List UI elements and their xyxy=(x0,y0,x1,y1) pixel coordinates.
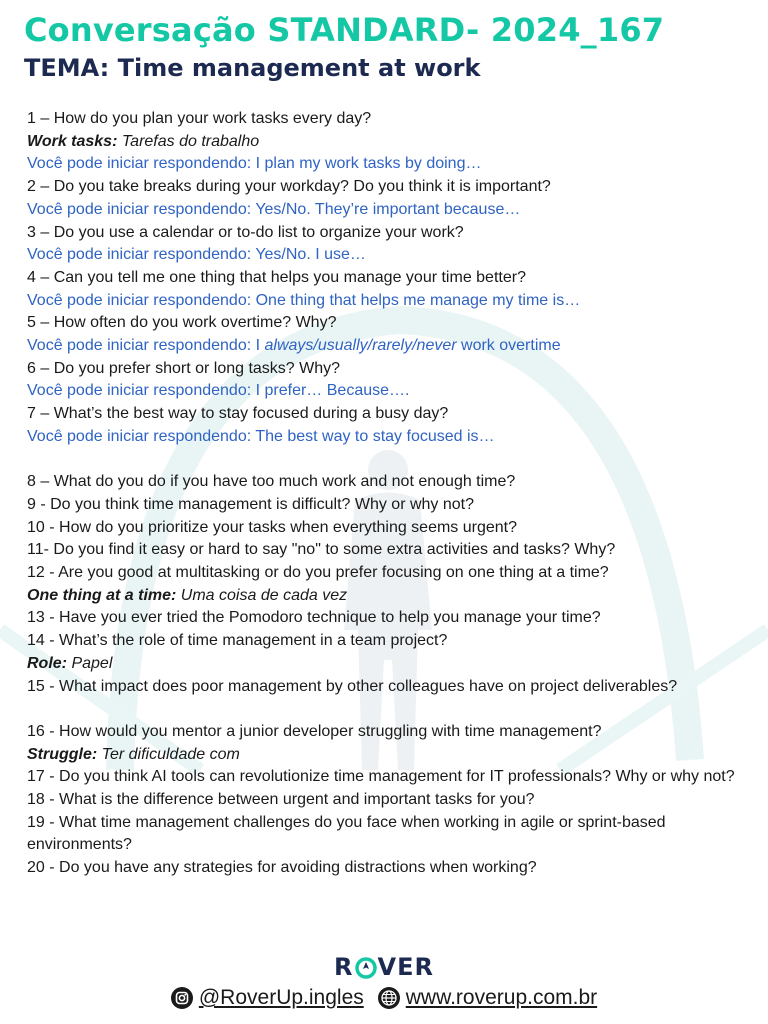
hint-frequency-options: always/usually/rarely/never xyxy=(264,337,457,355)
answer-hint: Você pode iniciar respondendo: I prefer… Because…. xyxy=(27,382,410,400)
globe-icon xyxy=(378,987,400,1009)
question-text: 15 - What impact does poor management by other colleagues have on project deliverables? xyxy=(27,677,678,695)
contacts xyxy=(0,986,768,1010)
vocabulary-gloss xyxy=(27,653,735,676)
gloss-term: One thing at a time: xyxy=(27,586,177,604)
question-text: 20 - Do you have any strategies for avoiding distractions when working? xyxy=(27,859,537,877)
question-text: 14 - What’s the role of time management in a team project? xyxy=(27,632,448,650)
footer xyxy=(0,952,768,1010)
question-text: 18 - What is the difference between urgent and important tasks for you? xyxy=(27,791,535,809)
gloss-term: Struggle: xyxy=(27,745,98,763)
question-text: 2 – Do you take breaks during your workday? Do you think it is important? xyxy=(27,178,551,196)
question-text: 11- Do you find it easy or hard to say "no" to some extra activities and tasks? Why? xyxy=(27,541,616,559)
question-text: 7 – What’s the best way to stay focused during a busy day? xyxy=(27,405,449,423)
gloss-term: Work tasks: xyxy=(27,132,118,150)
gloss-meaning: Papel xyxy=(71,654,113,672)
logo-text-left: R xyxy=(334,953,354,981)
page-subtitle: TEMA: Time management at work xyxy=(24,54,481,82)
gloss-meaning: Tarefas do trabalho xyxy=(121,132,260,150)
answer-hint: Você pode iniciar respondendo: Yes/No. They’re important because… xyxy=(27,200,521,218)
question-text: 17 - Do you think AI tools can revolutionize time management for IT professionals? Why or why not? xyxy=(27,768,735,786)
logo-o-icon xyxy=(355,956,377,978)
question-text: 16 - How would you mentor a junior developer struggling with time management? xyxy=(27,722,602,740)
answer-hint: Você pode iniciar respondendo: One thing that helps me manage my time is… xyxy=(27,291,581,309)
website-link[interactable] xyxy=(378,986,597,1010)
instagram-icon xyxy=(171,987,193,1009)
question-text: 10 - How do you prioritize your tasks when everything seems urgent? xyxy=(27,518,518,536)
hint-text-end: work overtime xyxy=(456,337,561,355)
question-text: 8 – What do you do if you have too much work and not enough time? xyxy=(27,473,516,491)
gloss-meaning: Ter dificuldade com xyxy=(101,745,240,763)
question-list xyxy=(27,108,735,880)
logo-text-right: VER xyxy=(377,953,434,981)
vocabulary-gloss xyxy=(27,585,735,608)
answer-hint xyxy=(27,335,735,358)
header xyxy=(24,10,664,84)
hint-text: Você pode iniciar respondendo: I xyxy=(27,337,265,355)
question-text: 5 – How often do you work overtime? Why? xyxy=(27,314,337,332)
website-url: www.roverup.com.br xyxy=(405,986,598,1009)
question-text: 1 – How do you plan your work tasks every day? xyxy=(27,110,372,127)
answer-hint: Você pode iniciar respondendo: Yes/No. I use… xyxy=(27,246,366,264)
vocabulary-gloss xyxy=(27,744,735,767)
instagram-handle: @RoverUp.ingles xyxy=(198,986,364,1009)
spacer xyxy=(27,449,735,472)
question-text: 3 – Do you use a calendar or to-do list to organize your work? xyxy=(27,223,464,241)
gloss-meaning: Uma coisa de cada vez xyxy=(180,586,348,604)
instagram-link[interactable] xyxy=(171,986,364,1010)
gloss-term: Role: xyxy=(27,654,67,672)
question-text: 6 – Do you prefer short or long tasks? Why? xyxy=(27,359,341,377)
answer-hint: Você pode iniciar respondendo: The best way to stay focused is… xyxy=(27,427,495,445)
question-text: 4 – Can you tell me one thing that helps you manage your time better? xyxy=(27,268,526,286)
spacer xyxy=(27,698,735,721)
question-text: 12 - Are you good at multitasking or do you prefer focusing on one thing at a time? xyxy=(27,564,609,582)
question-text: 19 - What time management challenges do you face when working in agile or sprint-based environments? xyxy=(27,813,666,854)
answer-hint: Você pode iniciar respondendo: I plan my work tasks by doing… xyxy=(27,155,482,173)
page-title: Conversação STANDARD- 2024_167 xyxy=(24,11,665,49)
question-text: 13 - Have you ever tried the Pomodoro technique to help you manage your time? xyxy=(27,609,601,627)
vocabulary-gloss xyxy=(27,131,735,154)
question-text: 9 - Do you think time management is difficult? Why or why not? xyxy=(27,495,475,513)
rover-logo xyxy=(334,952,434,982)
